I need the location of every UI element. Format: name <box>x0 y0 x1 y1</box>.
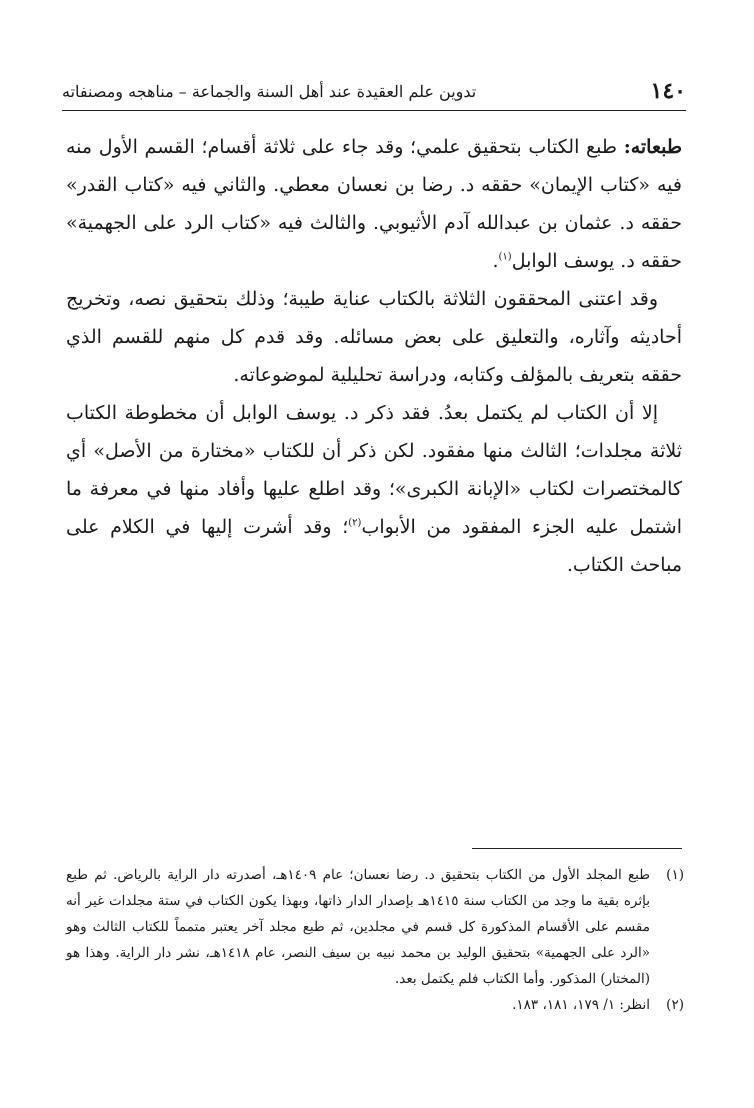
footnote-text-2: انظر: ١/ ١٧٩، ١٨١، ١٨٣. <box>512 997 650 1013</box>
footnote-marker-1: (١) <box>666 867 684 883</box>
footnote-1 <box>66 862 684 992</box>
running-title: تدوين علم العقيدة عند أهل السنة والجماعة – مناهجه ومصنفاته <box>62 81 477 101</box>
footnote-2 <box>66 992 684 1018</box>
header-divider <box>62 110 686 111</box>
footnote-text-1: طبع المجلد الأول من الكتاب بتحقيق د. رضا نعسان؛ عام ١٤٠٩هـ، أصدرته دار الراية بالرياض. ثم طبع بإثره بقية ما وجد من الكتاب سنة ١٤١٥هـ بإصدار الدار ذاتها، وبهذا يكون الكتاب في ستة مجلدات غير أنه مقسم على الأقسام المذكورة كل قسم في مجلدين، ثم طبع مجلد آخر يعتبر متمماً للكتاب الثالث وهو «الرد على الجهمية» بتحقيق الوليد بن محمد نبيه بن سيف النصر، عام ١٤١٨هـ، نشر دار الراية. وهذا هو (المختار) المذكور. وأما الكتاب فلم يكتمل بعد. <box>66 867 651 987</box>
page-number: ١٤٠ <box>650 78 686 104</box>
editions-text-end: . <box>492 250 499 272</box>
paragraph-incomplete <box>66 394 682 584</box>
footnote-ref-2[interactable]: (٢) <box>348 517 362 529</box>
editions-text: طبع الكتاب بتحقيق علمي؛ وقد جاء على ثلاثة أقسام؛ القسم الأول منه فيه «كتاب الإيمان» حققه د. رضا بن نعسان معطي. والثاني فيه «كتاب القدر» حققه د. عثمان بن عبدالله آدم الأثيوبي. والثالث فيه «كتاب الرد على الجهمية» حققه د. يوسف الوابل <box>66 136 682 272</box>
footnote-ref-1[interactable]: (١) <box>498 251 512 263</box>
footnote-marker-2: (٢) <box>666 997 684 1013</box>
footnote-divider <box>472 848 682 849</box>
paragraph-editors: وقد اعتنى المحققون الثلاثة بالكتاب عناية طيبة؛ وذلك بتحقيق نصه، وتخريج أحاديثه وآثاره، والتعليق على بعض مسائله. وقد قدم كل منهم للقسم الذي حققه بتعريف بالمؤلف وكتابه، ودراسة تحليلية لموضوعاته. <box>66 288 682 386</box>
paragraph-editions <box>66 128 682 280</box>
incomplete-text-end: ؛ وقد أشرت إليها في الكلام على مباحث الكتاب. <box>66 516 682 576</box>
incomplete-text-start: إلا أن الكتاب لم يكتمل بعدُ. فقد ذكر د. يوسف الوابل أن مخطوطة الكتاب ثلاثة مجلدات؛ الثالث منها مفقود. لكن ذكر أن للكتاب «مختارة من الأصل» أي كالمختصرات لكتاب «الإبانة الكبرى»؛ وقد اطلع عليها وأفاد منها في معرفة ما اشتمل عليه الجزء المفقود من الأبواب <box>66 402 682 538</box>
editions-heading: طبعاته: <box>623 136 682 158</box>
page-header <box>62 74 686 108</box>
footnotes <box>66 862 684 1018</box>
main-text <box>66 128 682 584</box>
